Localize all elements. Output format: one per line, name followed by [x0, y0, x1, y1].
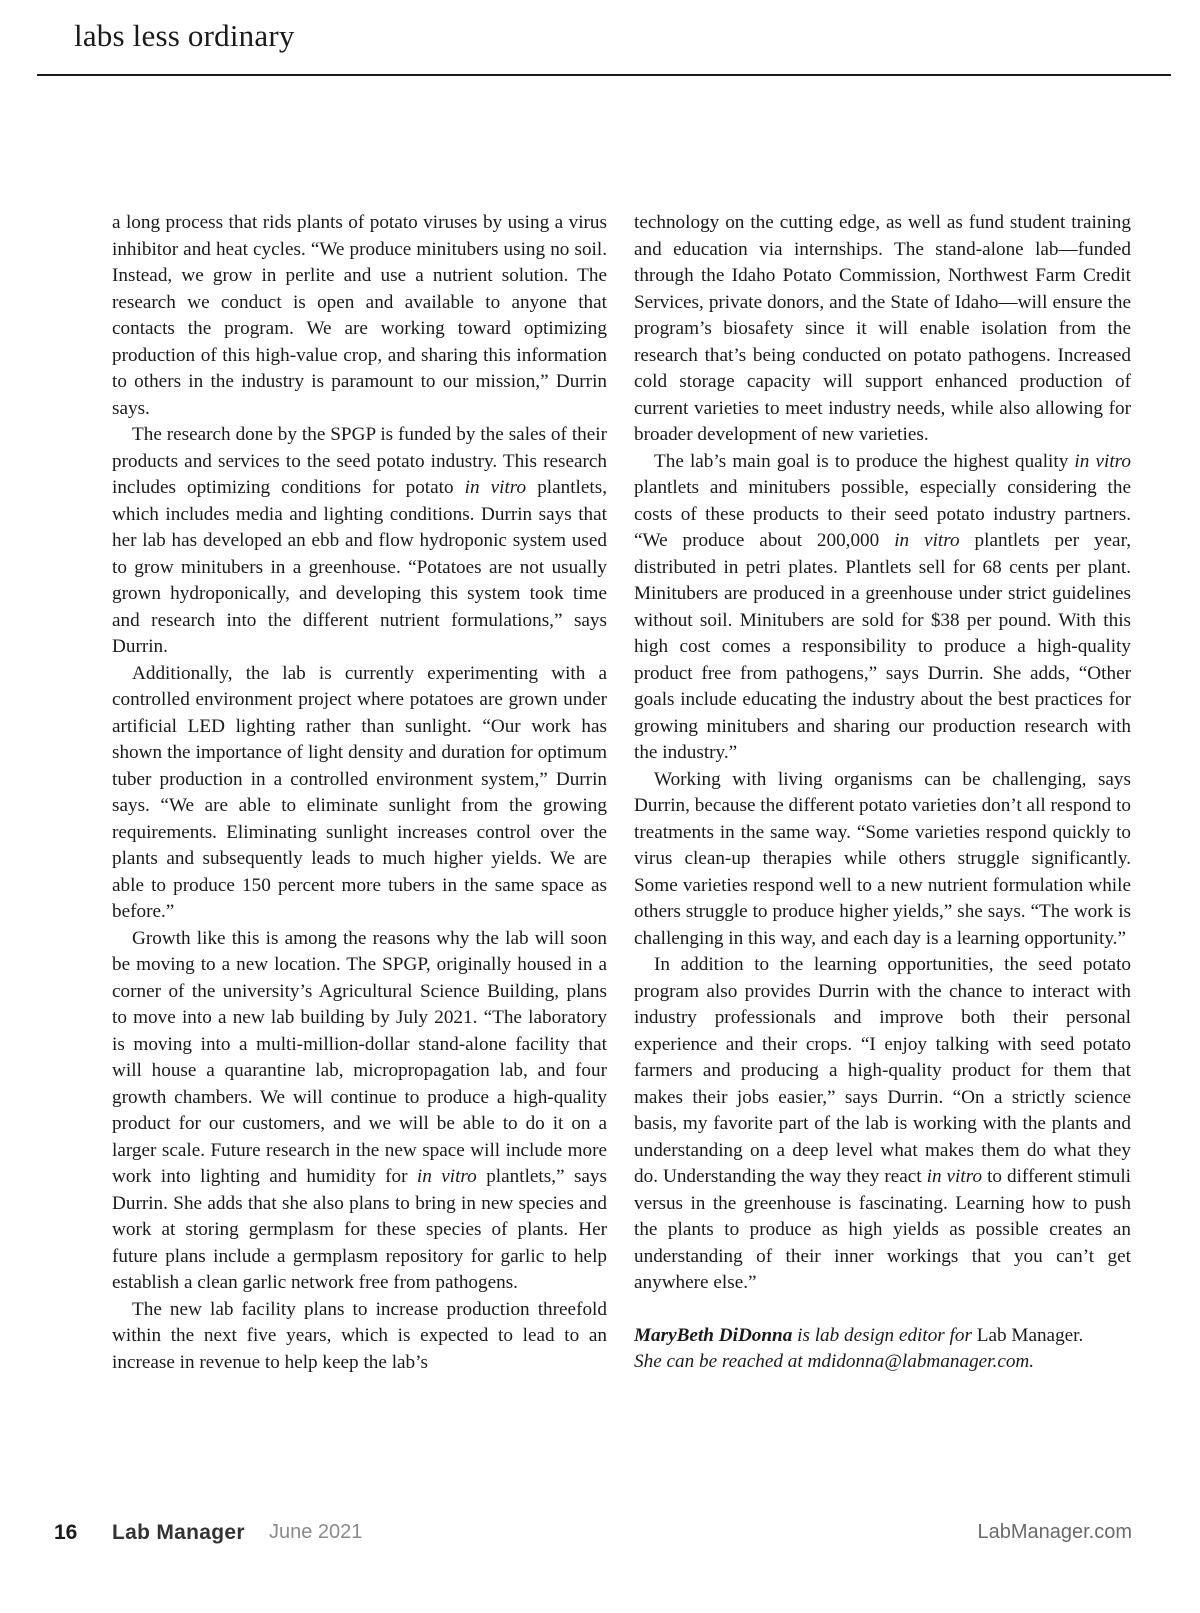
section-title: labs less ordinary [74, 18, 295, 53]
paragraph: In addition to the learning opportunities, the seed potato program also provides Durrin with the chance to interact with industry professionals and improve both their personal experience and their crops. “I enjoy talking with seed potato farmers and producing a high-quality product for them that makes their jobs easier,” says Durrin. “On a strictly science basis, my favorite part of the lab is working with the plants and understanding on a deep level what makes them do what they do. Understanding the way they react in vitro to different stimuli versus in the greenhouse is fascinating. Learning how to push the plants to produce as high yields as possible creates an understanding of their inner workings that you can’t get anywhere else.” [634, 954, 1131, 1293]
paragraph: a long process that rids plants of potato viruses by using a virus inhibitor and heat cycles. “We produce minitubers using no soil. Instead, we grow in perlite and use a nutrient solution. The research we conduct is open and available to anyone that contacts the program. We are working toward optimizing production of this high-value crop, and sharing this information to others in the industry is paramount to our mission,” Durrin says. [112, 212, 607, 419]
issue-date: June 2021 [269, 1521, 363, 1543]
article-column-left [112, 210, 607, 1376]
website-link[interactable]: LabManager.com [977, 1521, 1132, 1543]
paragraph: technology on the cutting edge, as well as fund student training and education via internships. The stand-alone lab—funded through the Idaho Potato Commission, Northwest Farm Credit Services, private donors, and the State of Idaho—will ensure the program’s biosafety since it will enable isolation from the research that’s being conducted on potato pathogens. Increased cold storage capacity will support enhanced production of current varieties to meet industry needs, while also allowing for broader development of new varieties. [634, 212, 1131, 445]
header-divider [37, 74, 1171, 76]
paragraph: The lab’s main goal is to produce the highest quality in vitro plantlets and minitubers possible, especially considering the costs of these products to their seed potato industry partners. “We produce about 200,000 in vitro plantlets per year, distributed in petri plates. Plantlets sell for 68 cents per plant. Minitubers are produced in a greenhouse under strict guidelines without soil. Minitubers are sold for $38 per pound. With this high cost comes a responsibility to produce a high-quality product free from pathogens,” says Durrin. She adds, “Other goals include educating the industry about the best practices for growing minitubers and sharing our production research with the industry.” [634, 450, 1131, 763]
author-byline: MaryBeth DiDonna is lab design editor for Lab Manager. She can be reached at mdidonna@labmanager.com. [634, 1324, 1084, 1372]
paragraph: Working with living organisms can be challenging, says Durrin, because the different potato varieties don’t all respond to treatments in the same way. “Some varieties respond quickly to virus clean-up therapies while others struggle significantly. Some varieties respond well to a new nutrient formulation while others struggle to produce higher yields,” she says. “The work is challenging in this way, and each day is a learning opportunity.” [634, 768, 1131, 949]
author-name: MaryBeth DiDonna [634, 1324, 793, 1346]
paragraph: Growth like this is among the reasons why the lab will soon be moving to a new location. The SPGP, originally housed in a corner of the university’s Agricultural Science Building, plans to move into a new lab building by July 2021. “The laboratory is moving into a multi-million-dollar stand-alone facility that will house a quarantine lab, micropropagation lab, and four growth chambers. We will continue to produce a high-quality product for our customers, and we will be able to do it on a larger scale. Future research in the new space will include more work into lighting and humidity for in vitro plantlets,” says Durrin. She adds that she also plans to bring in new species and work at storing germplasm for these species of plants. Her future plans include a germplasm repository for garlic to help establish a clean garlic network free from pathogens. [112, 927, 607, 1293]
author-contact: She can be reached at mdidonna@labmanager.com. [634, 1351, 1035, 1372]
paragraph: The research done by the SPGP is funded by the sales of their products and services to the seed potato industry. This research includes optimizing conditions for potato in vitro plantlets, which includes media and lighting conditions. Durrin says that her lab has developed an ebb and flow hydroponic system used to grow minitubers in a greenhouse. “Potatoes are not usually grown hydroponically, and developing this system took time and research into the different nutrient formulations,” says Durrin. [112, 424, 607, 657]
magazine-name: Lab Manager [112, 1521, 245, 1544]
paragraph: Additionally, the lab is currently experimenting with a controlled environment project where potatoes are grown under artificial LED lighting rather than sunlight. “Our work has shown the importance of light density and duration for optimum tuber production in a controlled environment system,” Durrin says. “We are able to eliminate sunlight from the growing requirements. Eliminating sunlight increases control over the plants and subsequently leads to much higher yields. We are able to produce 150 percent more tubers in the same space as before.” [112, 662, 607, 922]
paragraph: The new lab facility plans to increase production threefold within the next five years, which is expected to lead to an increase in revenue to help keep the lab’s [112, 1298, 607, 1373]
page-number: 16 [54, 1521, 78, 1544]
article-column-right [634, 210, 1131, 1376]
